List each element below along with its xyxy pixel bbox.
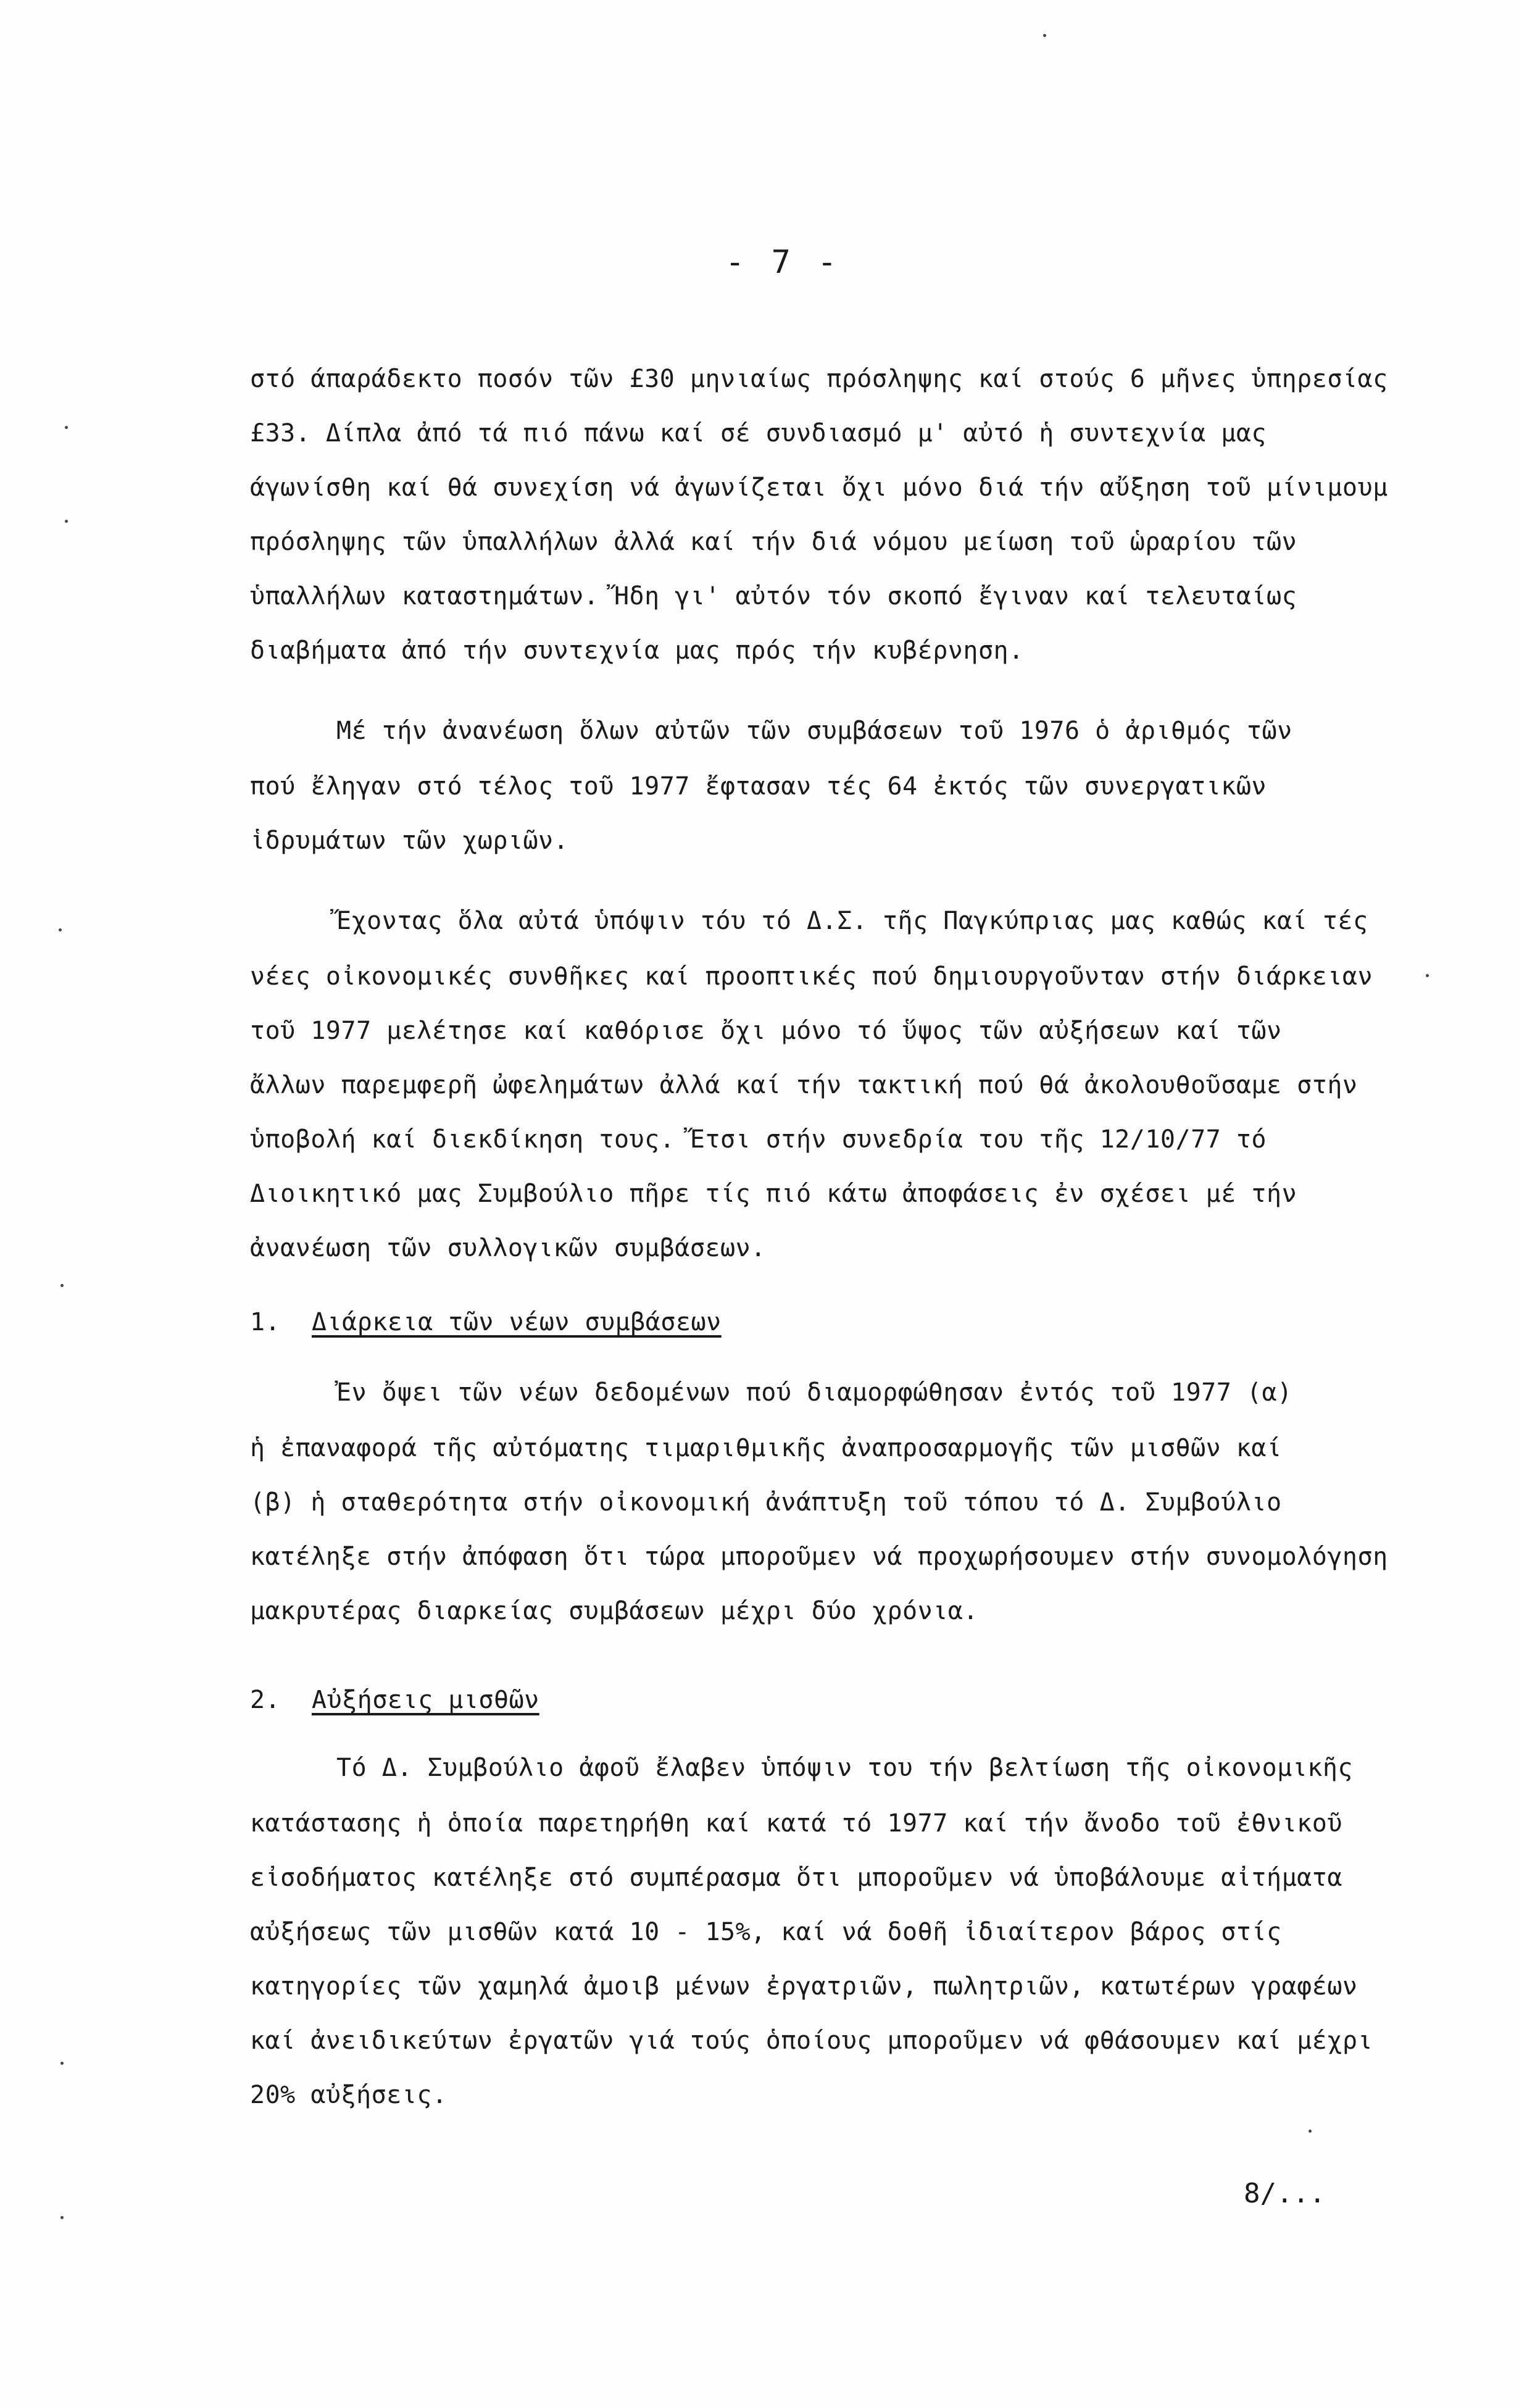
text-line: Ἔχοντας ὅλα αὐτά ὑπόψιν τόυ τό Δ.Σ. τῆς Παγκύπριας μας καθώς καί τές xyxy=(336,907,1368,935)
text-line: πού ἔληγαν στό τέλος τοῦ 1977 ἔφτασαν τές 64 ἐκτός τῶν συνεργατικῶν xyxy=(250,772,1267,801)
text-line: καί ἀνειδικεύτων ἐργατῶν γιά τούς ὁποίους μποροῦμεν νά φθάσουμεν καί μέχρι xyxy=(250,2027,1373,2055)
text-line: κατάστασης ἡ ὁποία παρετηρήθη καί κατά τό 1977 καί τήν ἄνοδο τοῦ ἐθνικοῦ xyxy=(250,1809,1342,1838)
text-line: αὐξήσεως τῶν μισθῶν κατά 10 - 15%, καί νά δοθῆ ἰδιαίτερον βάρος στίς xyxy=(250,1918,1282,1946)
scan-speck xyxy=(65,426,68,429)
text-line: κατηγορίες τῶν χαμηλά ἀμοιβ μένων ἐργατριῶν, πωλητριῶν, κατωτέρων γραφέων xyxy=(250,1972,1358,2001)
text-line: πρόσληψης τῶν ὑπαλλήλων ἀλλά καί τήν διά νόμου μείωση τοῦ ὡραρίου τῶν xyxy=(250,528,1297,556)
section-heading xyxy=(250,1685,539,1715)
section-number: 1. xyxy=(250,1308,281,1336)
scan-speck xyxy=(65,520,68,523)
section-number: 2. xyxy=(250,1686,281,1714)
text-line: στό άπαράδεκτο ποσόν τῶν £30 μηνιαίως πρόσληψης καί στούς 6 μῆνες ὑπηρεσίας xyxy=(250,365,1388,393)
scan-speck xyxy=(1309,2130,1312,2133)
text-line: τοῦ 1977 μελέτησε καί καθόρισε ὄχι μόνο τό ὕψος τῶν αὐξήσεων καί τῶν xyxy=(250,1017,1282,1045)
scan-speck xyxy=(1043,34,1046,37)
text-line: άγωνίσθη καί θά συνεχίση νά ἀγωνίζεται ὄχι μόνο διά τήν αὔξηση τοῦ μίνιμουμ xyxy=(250,473,1388,502)
section-title: Αὐξήσεις μισθῶν xyxy=(312,1686,539,1714)
text-line: Μέ τήν ἀνανέωση ὅλων αὐτῶν τῶν συμβάσεων τοῦ 1976 ὁ ἀριθμός τῶν xyxy=(336,717,1292,745)
text-line: Ἐν ὄψει τῶν νέων δεδομένων πού διαμορφώθησαν ἐντός τοῦ 1977 (α) xyxy=(336,1378,1292,1407)
text-line: εἰσοδήματος κατέληξε στό συμπέρασμα ὅτι μποροῦμεν νά ὑποβάλουμε αἰτήματα xyxy=(250,1864,1342,1892)
text-line: ὑπαλλήλων καταστημάτων. Ἤδη γι' αὐτόν τόν σκοπό ἔγιναν καί τελευταίως xyxy=(250,582,1297,610)
section-heading xyxy=(250,1307,722,1337)
continuation-marker: 8/... xyxy=(1244,2178,1326,2209)
text-line: διαβήματα ἀπό τήν συντεχνία μας πρός τήν κυβέρνηση. xyxy=(250,636,1024,665)
page-number: - 7 - xyxy=(725,244,841,281)
text-line: £33. Δίπλα ἀπό τά πιό πάνω καί σέ συνδιασμό μ' αὐτό ἡ συντεχνία μας xyxy=(250,419,1267,448)
text-line: ἀνανέωση τῶν συλλογικῶν συμβάσεων. xyxy=(250,1234,766,1262)
scan-speck xyxy=(60,2062,64,2065)
scan-speck xyxy=(59,928,62,931)
text-line: ἄλλων παρεμφερῆ ὠφελημάτων ἀλλά καί τήν τακτική πού θά ἀκολουθοῦσαμε στήν xyxy=(250,1071,1358,1099)
text-line: (β) ἡ σταθερότητα στήν οἰκονομική ἀνάπτυξη τοῦ τόπου τό Δ. Συμβούλιο xyxy=(250,1488,1282,1517)
section-title: Διάρκεια τῶν νέων συμβάσεων xyxy=(312,1308,722,1336)
text-line: κατέληξε στήν ἀπόφαση ὅτι τώρα μποροῦμεν νά προχωρήσουμεν στήν συνομολόγηση xyxy=(250,1543,1388,1571)
text-line: ὑποβολή καί διεκδίκηση τους. Ἔτσι στήν συνεδρία του τῆς 12/10/77 τό xyxy=(250,1125,1267,1154)
text-line: Τό Δ. Συμβούλιο ἀφοῦ ἔλαβεν ὑπόψιν του τήν βελτίωση τῆς οἰκονομικῆς xyxy=(336,1754,1353,1782)
text-line: Διοικητικό μας Συμβούλιο πῆρε τίς πιό κάτω ἀποφάσεις ἐν σχέσει μέ τήν xyxy=(250,1180,1297,1208)
scan-speck xyxy=(60,1284,64,1287)
text-line: μακρυτέρας διαρκείας συμβάσεων μέχρι δύο χρόνια. xyxy=(250,1597,978,1625)
text-line: ἡ ἐπαναφορά τῆς αὐτόματης τιμαριθμικῆς ἀναπροσαρμογῆς τῶν μισθῶν καί xyxy=(250,1434,1282,1462)
text-line: ἱδρυμάτων τῶν χωριῶν. xyxy=(250,827,569,855)
scan-speck xyxy=(1426,974,1429,977)
text-line: νέες οἰκονομικές συνθῆκες καί προοπτικές πού δημιουργοῦνταν στήν διάρκειαν xyxy=(250,962,1373,991)
text-line: 20% αὐξήσεις. xyxy=(250,2081,447,2109)
scan-speck xyxy=(60,2216,64,2219)
